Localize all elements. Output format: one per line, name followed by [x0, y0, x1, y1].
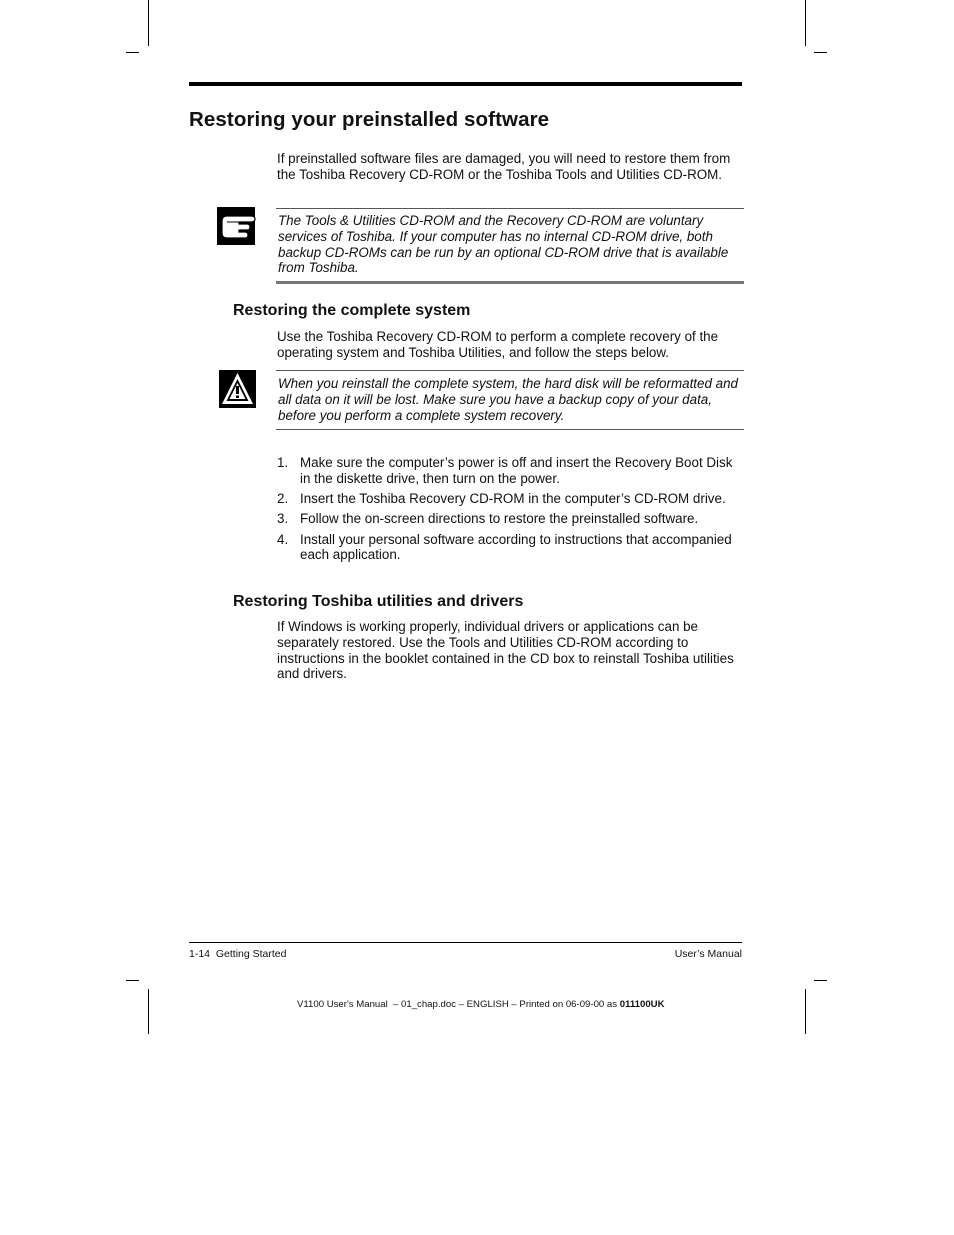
- steps-list: [277, 455, 745, 568]
- section-utilities-drivers-body: If Windows is working properly, individual drivers or applications can be separately restored. Use the Tools and Utilities CD-ROM according to instructions in the booklet contained in the CD box to reinstall Toshiba utilities and drivers.: [277, 619, 734, 682]
- section-complete-system-body: Use the Toshiba Recovery CD-ROM to perform a complete recovery of the operating system and Toshiba Utilities, and follow the steps below.: [277, 329, 719, 360]
- crop-mark: [814, 980, 827, 981]
- crop-mark: [814, 52, 827, 53]
- print-code: 011100UK: [619, 999, 665, 1010]
- list-item: 1. Make sure the computer’s power is off and insert the Recovery Boot Disk in the diskette drive, then turn on the power.: [277, 455, 733, 486]
- crop-mark: [126, 52, 139, 53]
- list-item: 3. Follow the on-screen directions to restore the preinstalled software.: [277, 511, 699, 527]
- list-item: 4. Install your personal software according to instructions that accompanied each application.: [277, 531, 732, 563]
- crop-mark: [148, 0, 149, 46]
- warning-box: [276, 370, 744, 430]
- note-text: The Tools & Utilities CD-ROM and the Recovery CD-ROM are voluntary services of Toshiba. If your computer has no internal CD-ROM drive, both backup CD-ROMs can be run by an optional CD-ROM drive that is available from Toshiba.: [278, 213, 729, 276]
- crop-mark: [148, 989, 149, 1034]
- note-bottom-rule: [276, 281, 744, 284]
- intro-paragraph: If preinstalled software files are damaged, you will need to restore them from the Toshiba Recovery CD-ROM or the Toshiba Tools and Utilities CD-ROM.: [277, 151, 731, 182]
- pointing-hand-icon: [217, 207, 257, 250]
- section-heading-utilities-drivers: Restoring Toshiba utilities and drivers: [233, 593, 524, 610]
- page-title: Restoring your preinstalled software: [189, 108, 550, 131]
- header-rule: [189, 82, 742, 86]
- warning-text: When you reinstall the complete system, the hard disk will be reformatted and all data on it will be lost. Make sure you have a backup copy of your data, before you perform a complete system recovery.: [278, 376, 738, 423]
- crop-mark: [805, 989, 806, 1034]
- crop-mark: [805, 0, 806, 46]
- list-item: 2. Insert the Toshiba Recovery CD-ROM in the computer’s CD-ROM drive.: [277, 491, 726, 507]
- section-heading-complete-system: Restoring the complete system: [233, 302, 471, 319]
- footer-rule: [189, 942, 742, 943]
- footer-manual-label: User’s Manual: [674, 948, 742, 960]
- note-box: [276, 208, 744, 284]
- crop-mark: [126, 980, 139, 981]
- warning-bottom-rule: [276, 429, 744, 430]
- warning-triangle-icon: [219, 370, 256, 413]
- footer-page-label: 1-14 Getting Started: [189, 948, 287, 960]
- print-info-line: V1100 User's Manual – 01_chap.doc – ENGLISH – Printed on 06-09-00 as 011100UK: [297, 999, 665, 1010]
